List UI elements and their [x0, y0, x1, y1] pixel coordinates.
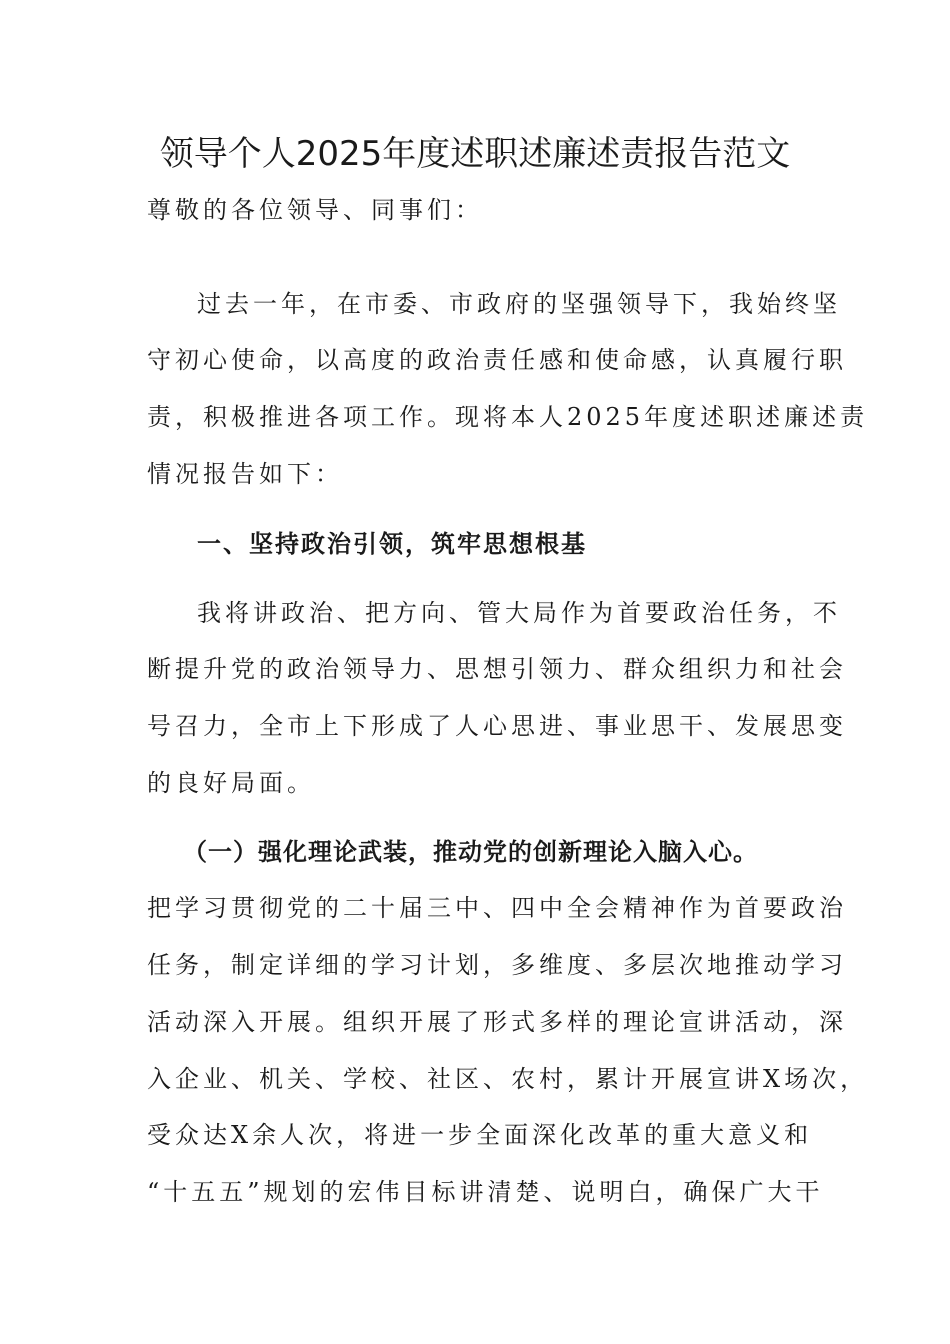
section-1-subheading: （一）强化理论武装，推动党的创新理论入脑入心。: [183, 838, 758, 866]
intro-line: 责，积极推进各项工作。现将本人2025年度述职述廉述责: [147, 403, 869, 431]
subsection-paragraph-line: 把学习贯彻党的二十届三中、四中全会精神作为首要政治: [147, 894, 847, 922]
subsection-paragraph-line: 活动深入开展。组织开展了形式多样的理论宣讲活动，深: [147, 1008, 847, 1036]
subsection-paragraph-line: 入企业、机关、学校、社区、农村，累计开展宣讲X场次，: [147, 1065, 869, 1093]
document-title: 领导个人2025年度述职述廉述责报告范文: [159, 134, 791, 174]
subsection-paragraph-line: “十五五”规划的宏伟目标讲清楚、说明白，确保广大干: [147, 1178, 824, 1206]
section-1-paragraph-line: 我将讲政治、把方向、管大局作为首要政治任务，不: [197, 599, 841, 627]
intro-line: 过去一年，在市委、市政府的坚强领导下，我始终坚: [197, 290, 841, 318]
section-1-paragraph-line: 号召力，全市上下形成了人心思进、事业思干、发展思变: [147, 712, 847, 740]
subsection-paragraph-line: 受众达X余人次，将进一步全面深化改革的重大意义和: [147, 1121, 813, 1149]
subsection-paragraph-line: 任务，制定详细的学习计划，多维度、多层次地推动学习: [147, 951, 847, 979]
section-1-paragraph-line: 的良好局面。: [147, 769, 315, 797]
section-1-heading: 一、坚持政治引领，筑牢思想根基: [197, 530, 587, 558]
section-1-paragraph-line: 断提升党的政治领导力、思想引领力、群众组织力和社会: [147, 655, 847, 683]
greeting: 尊敬的各位领导、同事们：: [147, 196, 483, 224]
intro-line: 守初心使命，以高度的政治责任感和使命感，认真履行职: [147, 346, 847, 374]
intro-line: 情况报告如下：: [147, 460, 343, 488]
